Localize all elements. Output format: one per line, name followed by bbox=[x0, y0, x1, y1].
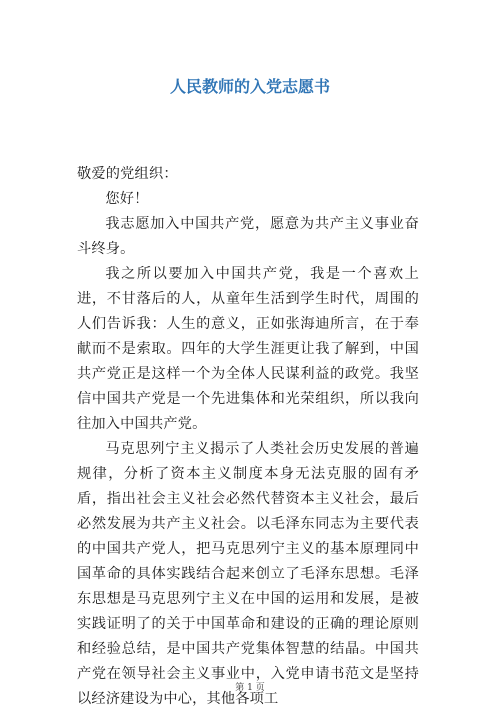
body-paragraph-1: 我志愿加入中国共产党，愿意为共产主义事业奋斗终身。 bbox=[77, 216, 419, 257]
page-number: 第 1 页 bbox=[235, 683, 265, 693]
body-paragraph-2: 我之所以要加入中国共产党，我是一个喜欢上进，不甘落后的人，从童年生活到学生时代，周围的人们告诉我：人生的意义，正如张海迪所言，在于奉献而不是索取。四年的大学生涯更让我了解到，中国共产党正是这样一个为全体人民谋利益的政党。我坚信中国共产党是一个先进集体和光荣组织，所以我向往加入中国共产党。 bbox=[77, 266, 419, 432]
document-body bbox=[77, 162, 419, 712]
greeting-paragraph: 您好！ bbox=[105, 191, 149, 207]
body-paragraph-3: 马克思列宁主义揭示了人类社会历史发展的普遍规律，分析了资本主义制度本身无法克服的固有矛盾，指出社会主义社会必然代替资本主义社会，最后必然发展为共产主义社会。以毛泽东同志为主要代表的中国共产党人，把马克思列宁主义的基本原理同中国革命的具体实践结合起来创立了毛泽东思想。毛泽东思想是马克思列宁主义在中国的运用和发展，是被实践证明了的关于中国革命和建设的正确的理论原则和经验总结，是中国共产党集体智慧的结晶。中国共产党在领导社会主义事业中，入党申请书范文是坚持以经济建设为中心，其他各项工 bbox=[77, 441, 419, 707]
salutation: 敬爱的党组织： bbox=[77, 166, 178, 182]
document-title: 人民教师的入党志愿书 bbox=[169, 77, 330, 96]
